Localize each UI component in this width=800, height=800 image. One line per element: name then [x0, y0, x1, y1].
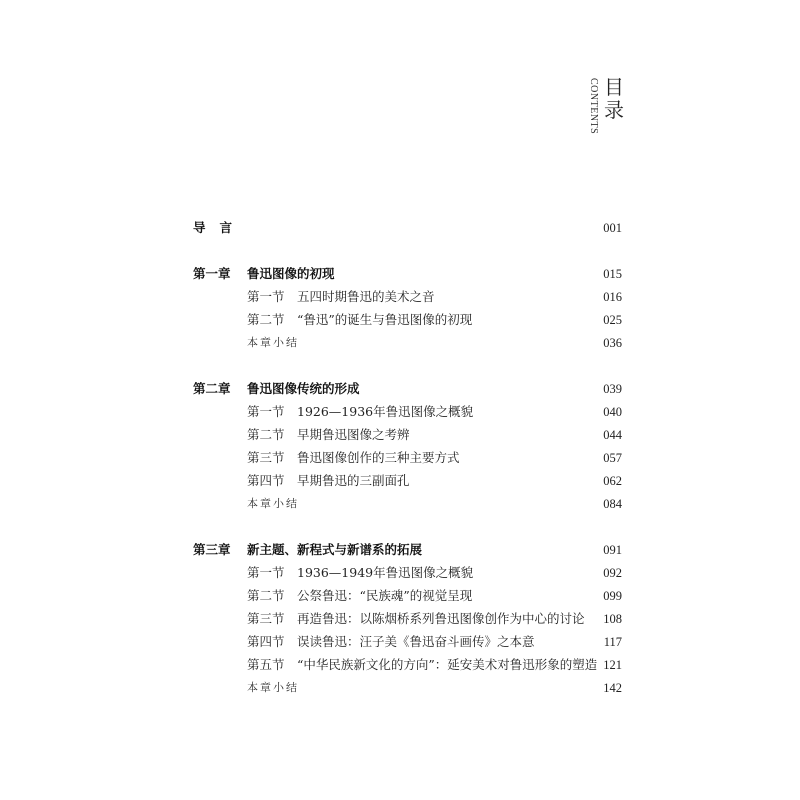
page-number: 057	[603, 451, 622, 465]
section-title: “鲁迅”的诞生与鲁迅图像的初现	[297, 312, 473, 327]
section-number: 第一节	[247, 404, 285, 419]
page-number: 091	[603, 543, 622, 557]
section-title: 再造鲁迅：以陈烟桥系列鲁迅图像创作为中心的讨论	[297, 611, 585, 626]
page-number: 015	[603, 267, 622, 281]
heading-char-1: 目	[604, 75, 624, 99]
chapter-number: 第三章	[193, 542, 231, 557]
heading-chinese	[603, 76, 625, 122]
chapter-number: 第二章	[193, 381, 231, 396]
page-number: 142	[603, 681, 622, 695]
section-number: 第二节	[247, 312, 285, 327]
page-number: 117	[603, 635, 622, 649]
page-number: 040	[603, 405, 622, 419]
chapter-number: 第一章	[193, 266, 231, 281]
section-title: 公祭鲁迅：“民族魂”的视觉呈现	[297, 588, 473, 603]
summary-title: 本章小结	[247, 681, 299, 694]
chapter-title: 鲁迅图像的初现	[247, 266, 335, 281]
page-number: 121	[603, 658, 622, 672]
section-title: 误读鲁迅：汪子美《鲁迅奋斗画传》之本意	[297, 634, 535, 649]
page-number: 108	[603, 612, 622, 626]
section-title: “中华民族新文化的方向”：延安美术对鲁迅形象的塑造	[297, 657, 598, 672]
page-number: 092	[603, 566, 622, 580]
page-number: 039	[603, 382, 622, 396]
section-title: 鲁迅图像创作的三种主要方式	[297, 450, 460, 465]
page-number: 001	[603, 221, 622, 235]
section-number: 第四节	[247, 473, 285, 488]
page-number: 062	[603, 474, 622, 488]
section-number: 第五节	[247, 657, 285, 672]
page-number: 099	[603, 589, 622, 603]
section-number: 第二节	[247, 588, 285, 603]
section-number: 第一节	[247, 289, 285, 304]
section-title: 1936—1949年鲁迅图像之概貌	[297, 565, 474, 580]
page-number: 084	[603, 497, 622, 511]
summary-title: 本章小结	[247, 336, 299, 349]
section-number: 第二节	[247, 427, 285, 442]
page-number: 025	[603, 313, 622, 327]
heading-english: CONTENTS	[588, 78, 599, 135]
section-number: 第四节	[247, 634, 285, 649]
section-number: 第一节	[247, 565, 285, 580]
page-number: 036	[603, 336, 622, 350]
intro-label: 导言	[193, 220, 247, 235]
heading-char-2: 录	[604, 98, 624, 122]
chapter-title: 鲁迅图像传统的形成	[247, 381, 360, 396]
section-title: 1926—1936年鲁迅图像之概貌	[297, 404, 474, 419]
section-title: 早期鲁迅图像之考辨	[297, 427, 410, 442]
page-number: 044	[603, 428, 622, 442]
section-title: 五四时期鲁迅的美术之音	[297, 289, 435, 304]
summary-title: 本章小结	[247, 497, 299, 510]
section-number: 第三节	[247, 450, 285, 465]
section-title: 早期鲁迅的三副面孔	[297, 473, 410, 488]
contents-heading	[588, 76, 625, 134]
page-number: 016	[603, 290, 622, 304]
section-number: 第三节	[247, 611, 285, 626]
chapter-title: 新主题、新程式与新谱系的拓展	[247, 542, 423, 557]
